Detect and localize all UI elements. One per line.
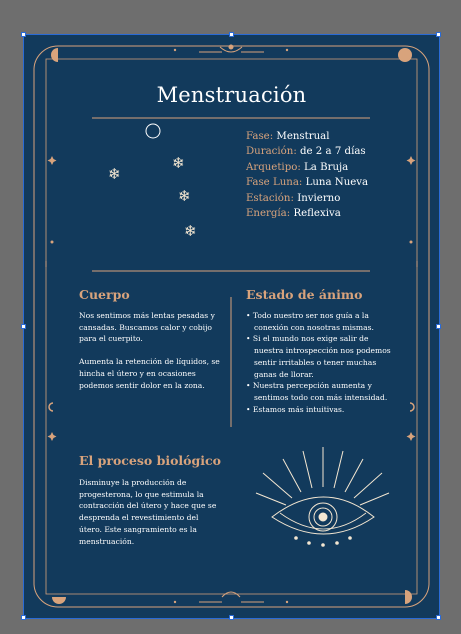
cuerpo-paragraph-2: Aumenta la retención de líquidos, se hincha el útero y en ocasiones podemos sentir dolor en la zona.	[79, 357, 220, 390]
info-list	[246, 129, 368, 221]
half-moon-icon	[52, 597, 66, 604]
snowflake-icon: ❄	[178, 187, 191, 205]
list-item: • Nuestra percepción aumenta y sentimos todo con más intensidad.	[246, 381, 388, 402]
estado-bullets	[246, 310, 396, 415]
page-title: Menstruación	[156, 83, 307, 107]
sparkle-icon	[48, 432, 57, 441]
list-item: • Estamos más intuitivas.	[246, 404, 345, 414]
info-label: Fase Luna:	[246, 177, 303, 189]
info-label: Estación:	[246, 192, 294, 204]
sparkle-icon	[48, 156, 57, 165]
info-value: Menstrual	[276, 131, 330, 142]
selection-handle[interactable]	[21, 324, 26, 329]
estado-heading: Estado de ánimo	[246, 287, 363, 302]
info-value: Luna Nueva	[305, 177, 369, 189]
proceso-heading: El proceso biológico	[79, 453, 221, 468]
info-row-duracion	[246, 144, 368, 159]
info-label: Duración:	[246, 146, 297, 158]
eye-icon	[256, 447, 389, 534]
info-label: Energía:	[246, 208, 291, 220]
sparkle-icon	[407, 156, 416, 165]
selection-handle[interactable]	[21, 32, 26, 37]
half-moon-icon	[405, 590, 412, 604]
selection-handle[interactable]	[436, 32, 441, 37]
cuerpo-text	[79, 310, 224, 402]
proceso-text: Disminuye la producción de progesterona, lo que estimula la contracción del útero y hace que se desprenda el revestimiento del útero. Este sangramiento es la menstruación.	[79, 478, 217, 546]
artboard[interactable]	[24, 35, 439, 618]
info-value: Invierno	[297, 192, 341, 204]
info-label: Fase:	[246, 131, 274, 142]
snowflake-icon: ❄	[108, 165, 121, 183]
info-row-arquetipo	[246, 160, 368, 175]
new-moon-icon	[146, 124, 160, 138]
info-value: Reflexiva	[293, 208, 341, 220]
cuerpo-paragraph-1: Nos sentimos más lentas pesadas y cansadas. Buscamos calor y cobijo para el cuerpito.	[79, 311, 215, 344]
info-value: de 2 a 7 días	[300, 146, 366, 158]
cuerpo-heading: Cuerpo	[79, 287, 130, 302]
info-value: La Bruja	[304, 161, 349, 173]
info-row-fase	[246, 129, 368, 144]
bottom-ornament	[199, 592, 264, 602]
snowflake-icon: ❄	[184, 222, 197, 240]
selection-handle[interactable]	[436, 615, 441, 620]
snowflake-icon: ❄	[172, 154, 185, 172]
crescent-moon-icon	[410, 403, 414, 411]
half-moon-icon	[51, 48, 58, 62]
list-item: • Todo nuestro ser nos guía a la conexión con nosotras mismas.	[246, 311, 374, 332]
crescent-moon-icon	[49, 403, 53, 411]
sparkle-icon	[407, 432, 416, 441]
info-label: Arquetipo:	[246, 161, 301, 173]
selection-handle[interactable]	[229, 32, 234, 37]
info-row-energia	[246, 206, 368, 221]
list-item: • Si el mundo nos exige salir de nuestra introspección nos podemos sentir irritables o tener muchas ganas de llorar.	[246, 334, 391, 379]
selection-handle[interactable]	[229, 615, 234, 620]
info-row-estacion	[246, 191, 368, 206]
selection-handle[interactable]	[21, 615, 26, 620]
info-row-fase-luna	[246, 175, 368, 190]
selection-handle[interactable]	[436, 324, 441, 329]
